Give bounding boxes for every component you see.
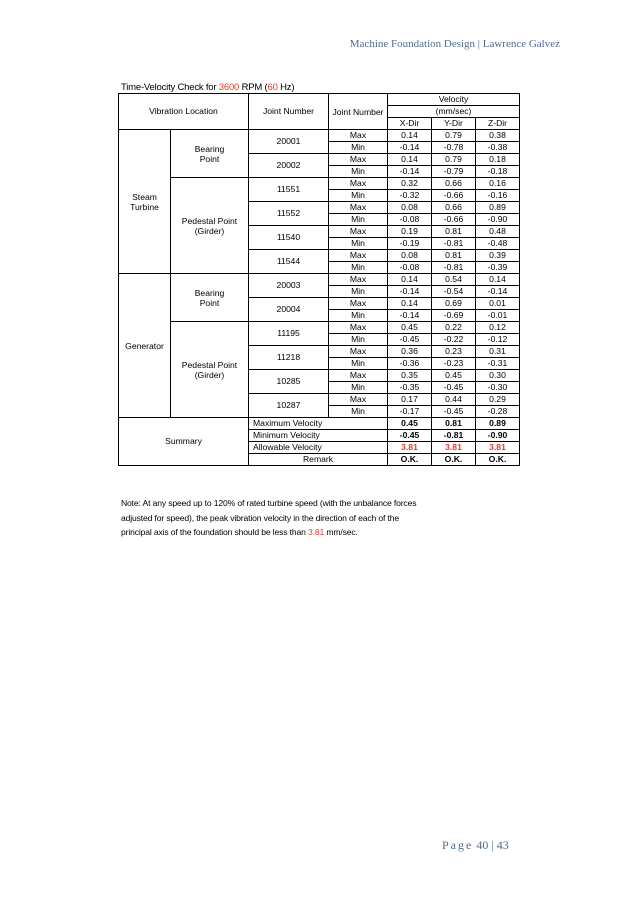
- max-label: Max: [329, 130, 388, 142]
- velocity-max-x: 0.36: [388, 346, 432, 358]
- max-label: Max: [329, 178, 388, 190]
- velocity-max-y: 0.79: [432, 130, 476, 142]
- table-title: [121, 82, 294, 93]
- velocity-min-x: -0.32: [388, 190, 432, 202]
- max-label: Max: [329, 298, 388, 310]
- velocity-min-x: -0.08: [388, 214, 432, 226]
- velocity-max-y: 0.79: [432, 154, 476, 166]
- page-word: Page: [442, 838, 474, 852]
- velocity-min-y: -0.66: [432, 190, 476, 202]
- summary-min-velocity-label: Minimum Velocity: [249, 430, 388, 442]
- table-row: [119, 178, 520, 190]
- summary-max-velocity-label: Maximum Velocity: [249, 418, 388, 430]
- velocity-max-y: 0.66: [432, 178, 476, 190]
- note-line-3: [121, 525, 521, 540]
- min-label: Min: [329, 406, 388, 418]
- min-label: Min: [329, 310, 388, 322]
- velocity-max-y: 0.81: [432, 250, 476, 262]
- summary-label: Summary: [119, 418, 249, 466]
- velocity-max-x: 0.08: [388, 202, 432, 214]
- velocity-min-y: -0.45: [432, 382, 476, 394]
- min-label: Min: [329, 214, 388, 226]
- velocity-min-z: -0.39: [476, 262, 520, 274]
- title-prefix: Time-Velocity Check for: [121, 82, 219, 93]
- min-label: Min: [329, 238, 388, 250]
- max-label: Max: [329, 154, 388, 166]
- velocity-min-z: -0.12: [476, 334, 520, 346]
- velocity-max-x: 0.32: [388, 178, 432, 190]
- max-label: Max: [329, 250, 388, 262]
- joint-number-cell: 11195: [249, 322, 329, 346]
- velocity-max-z: 0.29: [476, 394, 520, 406]
- summary-remark-y: O.K.: [432, 454, 476, 466]
- max-label: Max: [329, 226, 388, 238]
- velocity-table: [118, 93, 520, 466]
- velocity-min-y: -0.22: [432, 334, 476, 346]
- max-label: Max: [329, 346, 388, 358]
- min-label: Min: [329, 262, 388, 274]
- velocity-min-z: -0.14: [476, 286, 520, 298]
- header-joint-number-2: Joint Number: [329, 94, 388, 130]
- header-vibration-location: Vibration Location: [119, 94, 249, 130]
- velocity-min-x: -0.14: [388, 166, 432, 178]
- title-mid: RPM (: [239, 82, 268, 93]
- velocity-max-x: 0.08: [388, 250, 432, 262]
- table-row: [119, 322, 520, 334]
- min-label: Min: [329, 166, 388, 178]
- header-x-dir: X-Dir: [388, 118, 432, 130]
- velocity-min-y: -0.45: [432, 406, 476, 418]
- velocity-min-z: -0.28: [476, 406, 520, 418]
- velocity-max-x: 0.14: [388, 130, 432, 142]
- velocity-max-z: 0.12: [476, 322, 520, 334]
- summary-remark-x: O.K.: [388, 454, 432, 466]
- group-generator: Generator: [119, 274, 171, 418]
- page-total: 43: [496, 838, 509, 852]
- page-current: 40: [476, 838, 489, 852]
- note-line-2: adjusted for speed), the peak vibration velocity in the direction of each of the: [121, 512, 399, 523]
- min-label: Min: [329, 334, 388, 346]
- velocity-max-y: 0.81: [432, 226, 476, 238]
- velocity-max-x: 0.45: [388, 322, 432, 334]
- summary-remark-z: O.K.: [476, 454, 520, 466]
- velocity-min-y: -0.69: [432, 310, 476, 322]
- velocity-max-x: 0.17: [388, 394, 432, 406]
- min-label: Min: [329, 190, 388, 202]
- joint-number-cell: 11540: [249, 226, 329, 250]
- header-joint-number: Joint Number: [249, 94, 329, 130]
- velocity-min-z: -0.90: [476, 214, 520, 226]
- joint-number-cell: 11552: [249, 202, 329, 226]
- velocity-max-z: 0.31: [476, 346, 520, 358]
- table-row: [119, 274, 520, 286]
- velocity-max-x: 0.14: [388, 154, 432, 166]
- subgroup-bearing-point: Bearing Point: [171, 274, 249, 322]
- velocity-max-x: 0.35: [388, 370, 432, 382]
- velocity-max-z: 0.18: [476, 154, 520, 166]
- max-label: Max: [329, 394, 388, 406]
- joint-number-cell: 20004: [249, 298, 329, 322]
- header-y-dir: Y-Dir: [432, 118, 476, 130]
- velocity-min-y: -0.23: [432, 358, 476, 370]
- subgroup-bearing-point: Bearing Point: [171, 130, 249, 178]
- page-footer: Page 40 | 43: [442, 838, 509, 852]
- velocity-min-y: -0.79: [432, 166, 476, 178]
- velocity-max-y: 0.69: [432, 298, 476, 310]
- velocity-min-x: -0.36: [388, 358, 432, 370]
- joint-number-cell: 11551: [249, 178, 329, 202]
- velocity-min-z: -0.16: [476, 190, 520, 202]
- title-suffix: Hz): [277, 82, 295, 93]
- min-label: Min: [329, 358, 388, 370]
- velocity-max-y: 0.45: [432, 370, 476, 382]
- joint-number-cell: 10287: [249, 394, 329, 418]
- min-label: Min: [329, 142, 388, 154]
- summary-max-velocity-x: 0.45: [388, 418, 432, 430]
- summary-min-velocity-y: -0.81: [432, 430, 476, 442]
- note-line-1: Note: At any speed up to 120% of rated turbine speed (with the unbalance forces: [121, 498, 417, 508]
- velocity-min-x: -0.45: [388, 334, 432, 346]
- velocity-min-z: -0.01: [476, 310, 520, 322]
- velocity-max-y: 0.23: [432, 346, 476, 358]
- subgroup-pedestal-point: Pedestal Point (Girder): [171, 322, 249, 418]
- velocity-min-x: -0.08: [388, 262, 432, 274]
- velocity-min-x: -0.35: [388, 382, 432, 394]
- velocity-min-y: -0.81: [432, 238, 476, 250]
- velocity-max-z: 0.16: [476, 178, 520, 190]
- velocity-max-z: 0.38: [476, 130, 520, 142]
- joint-number-cell: 11544: [249, 250, 329, 274]
- note-line-3-suffix: mm/sec.: [324, 527, 358, 537]
- velocity-max-y: 0.66: [432, 202, 476, 214]
- velocity-max-y: 0.54: [432, 274, 476, 286]
- velocity-max-z: 0.01: [476, 298, 520, 310]
- note-allowable-value: 3.81: [307, 527, 325, 537]
- velocity-max-z: 0.48: [476, 226, 520, 238]
- header-units: (mm/sec): [388, 106, 520, 118]
- velocity-max-y: 0.22: [432, 322, 476, 334]
- summary-min-velocity-z: -0.90: [476, 430, 520, 442]
- joint-number-cell: 20003: [249, 274, 329, 298]
- subgroup-pedestal-point: Pedestal Point (Girder): [171, 178, 249, 274]
- note: [121, 496, 521, 540]
- running-header: Machine Foundation Design | Lawrence Galvez: [349, 38, 560, 50]
- velocity-min-y: -0.78: [432, 142, 476, 154]
- joint-number-cell: 10285: [249, 370, 329, 394]
- velocity-min-x: -0.17: [388, 406, 432, 418]
- velocity-min-z: -0.48: [476, 238, 520, 250]
- velocity-min-z: -0.31: [476, 358, 520, 370]
- max-label: Max: [329, 322, 388, 334]
- velocity-min-y: -0.81: [432, 262, 476, 274]
- summary-allowable-label: Allowable Velocity: [249, 442, 388, 454]
- summary-row: [119, 418, 520, 430]
- title-hz: 60: [267, 82, 278, 93]
- group-steam-turbine: Steam Turbine: [119, 130, 171, 274]
- summary-min-velocity-x: -0.45: [388, 430, 432, 442]
- velocity-min-z: -0.38: [476, 142, 520, 154]
- max-label: Max: [329, 370, 388, 382]
- velocity-min-x: -0.14: [388, 310, 432, 322]
- summary-allowable-y: 3.81: [432, 442, 476, 454]
- header-z-dir: Z-Dir: [476, 118, 520, 130]
- joint-number-cell: 11218: [249, 346, 329, 370]
- summary-max-velocity-y: 0.81: [432, 418, 476, 430]
- table-row: [119, 130, 520, 142]
- joint-number-cell: 20002: [249, 154, 329, 178]
- velocity-max-z: 0.30: [476, 370, 520, 382]
- velocity-max-x: 0.14: [388, 274, 432, 286]
- note-line-3-prefix: principal axis of the foundation should be less than: [121, 527, 308, 537]
- velocity-min-x: -0.19: [388, 238, 432, 250]
- velocity-min-x: -0.14: [388, 286, 432, 298]
- summary-allowable-z: 3.81: [476, 442, 520, 454]
- velocity-min-z: -0.30: [476, 382, 520, 394]
- title-rpm: 3600: [218, 82, 240, 93]
- min-label: Min: [329, 286, 388, 298]
- max-label: Max: [329, 274, 388, 286]
- velocity-min-y: -0.54: [432, 286, 476, 298]
- summary-max-velocity-z: 0.89: [476, 418, 520, 430]
- velocity-max-x: 0.19: [388, 226, 432, 238]
- summary-allowable-x: 3.81: [388, 442, 432, 454]
- min-label: Min: [329, 382, 388, 394]
- summary-remark-label: Remark: [249, 454, 388, 466]
- joint-number-cell: 20001: [249, 130, 329, 154]
- velocity-min-x: -0.14: [388, 142, 432, 154]
- velocity-min-y: -0.66: [432, 214, 476, 226]
- velocity-max-z: 0.89: [476, 202, 520, 214]
- velocity-max-y: 0.44: [432, 394, 476, 406]
- velocity-max-x: 0.14: [388, 298, 432, 310]
- header-velocity: Velocity: [388, 94, 520, 106]
- velocity-max-z: 0.14: [476, 274, 520, 286]
- velocity-max-z: 0.39: [476, 250, 520, 262]
- velocity-min-z: -0.18: [476, 166, 520, 178]
- max-label: Max: [329, 202, 388, 214]
